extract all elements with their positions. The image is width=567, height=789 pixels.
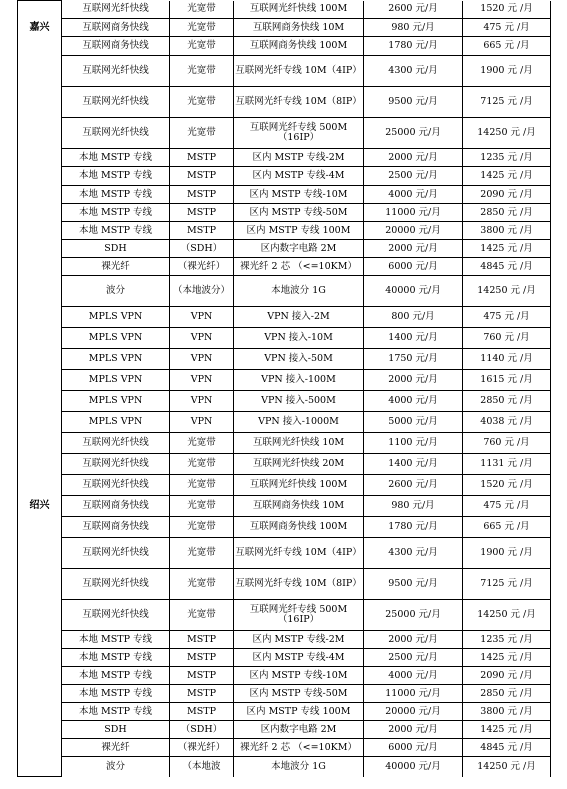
city-cell [18,118,62,149]
list-price-cell: 1780 元/月 [364,517,463,538]
product-type-cell: （SDH） [170,240,234,258]
product-type-cell: 光宽带 [170,56,234,87]
city-cell [18,391,62,412]
city-cell [18,454,62,475]
product-name-cell: 区内 MSTP 专线-10M [234,667,364,685]
list-price-cell: 25000 元/月 [364,600,463,631]
discount-price-cell: 2850 元 /月 [463,204,551,222]
product-name-cell: 互联网商务快线 10M [234,496,364,517]
city-cell [18,37,62,56]
city-cell [18,258,62,276]
product-type-cell: （本地波分） [170,276,234,307]
discount-price-cell: 475 元 /月 [463,19,551,37]
list-price-cell: 9500 元/月 [364,87,463,118]
discount-price-cell: 2850 元 /月 [463,391,551,412]
discount-price-cell: 1900 元 /月 [463,538,551,569]
table-row [18,569,551,600]
city-cell [18,433,62,454]
list-price-cell: 40000 元/月 [364,276,463,307]
service-category-cell: 本地 MSTP 专线 [62,703,170,721]
discount-price-cell: 665 元 /月 [463,517,551,538]
product-name-cell: 裸光纤 2 芯 （<=10KM） [234,258,364,276]
discount-price-cell: 4845 元 /月 [463,258,551,276]
discount-price-cell: 3800 元 /月 [463,703,551,721]
service-category-cell: 互联网光纤快线 [62,600,170,631]
table-row [18,667,551,685]
discount-price-cell: 475 元 /月 [463,496,551,517]
table-row [18,240,551,258]
city-cell [18,721,62,739]
table-row [18,276,551,307]
table-row [18,454,551,475]
service-category-cell: MPLS VPN [62,370,170,391]
city-cell [18,703,62,721]
table-row [18,685,551,703]
table-row [18,721,551,739]
product-name-cell: 互联网光纤专线 10M（8IP） [234,87,364,118]
table-row [18,56,551,87]
discount-price-cell: 1615 元 /月 [463,370,551,391]
product-name-cell: 互联网商务快线 100M [234,517,364,538]
table-row [18,757,551,777]
table-row [18,391,551,412]
product-type-cell: MSTP [170,649,234,667]
discount-price-cell: 7125 元 /月 [463,87,551,118]
product-type-cell: 光宽带 [170,1,234,19]
table-row [18,149,551,167]
discount-price-cell: 14250 元 /月 [463,118,551,149]
product-type-cell: （本地波 [170,757,234,777]
city-cell [18,667,62,685]
table-row [18,1,551,19]
table-row [18,307,551,328]
product-name-cell: 区内 MSTP 专线-50M [234,204,364,222]
city-cell [18,569,62,600]
city-cell [18,631,62,649]
product-type-cell: 光宽带 [170,87,234,118]
table-row [18,186,551,204]
product-type-cell: 光宽带 [170,517,234,538]
service-category-cell: SDH [62,240,170,258]
city-cell [18,370,62,391]
product-type-cell: MSTP [170,685,234,703]
product-name-cell: 互联网光纤专线 10M（4IP） [234,56,364,87]
product-type-cell: VPN [170,349,234,370]
product-type-cell: （裸光纤） [170,258,234,276]
list-price-cell: 40000 元/月 [364,757,463,777]
service-category-cell: SDH [62,721,170,739]
product-name-cell: 互联网光纤专线 10M（8IP） [234,569,364,600]
table-row [18,118,551,149]
discount-price-cell: 1235 元 /月 [463,631,551,649]
list-price-cell: 2600 元/月 [364,1,463,19]
table-row [18,349,551,370]
table-row [18,167,551,186]
city-cell [18,307,62,328]
discount-price-cell: 1900 元 /月 [463,56,551,87]
product-name-cell: VPN 接入-100M [234,370,364,391]
city-cell [18,167,62,186]
discount-price-cell: 665 元 /月 [463,37,551,56]
product-type-cell: （SDH） [170,721,234,739]
product-name-cell: 区内 MSTP 专线 100M [234,703,364,721]
discount-price-cell: 2850 元 /月 [463,685,551,703]
discount-price-cell: 4038 元 /月 [463,412,551,433]
product-type-cell: MSTP [170,149,234,167]
product-type-cell: 光宽带 [170,496,234,517]
list-price-cell: 4300 元/月 [364,56,463,87]
product-type-cell: （裸光纤） [170,739,234,757]
discount-price-cell: 14250 元 /月 [463,600,551,631]
list-price-cell: 2000 元/月 [364,721,463,739]
city-cell [18,757,62,777]
product-type-cell: VPN [170,412,234,433]
city-cell: 嘉兴 [18,19,62,37]
list-price-cell: 11000 元/月 [364,204,463,222]
discount-price-cell: 1520 元 /月 [463,475,551,496]
city-cell [18,204,62,222]
city-cell [18,87,62,118]
product-name-cell: 本地波分 1G [234,757,364,777]
pricing-table-sheet [17,0,551,777]
table-row [18,631,551,649]
service-category-cell: MPLS VPN [62,328,170,349]
table-row [18,370,551,391]
list-price-cell: 6000 元/月 [364,739,463,757]
product-type-cell: MSTP [170,204,234,222]
discount-price-cell: 760 元 /月 [463,433,551,454]
product-type-cell: VPN [170,307,234,328]
city-cell [18,56,62,87]
product-name-cell: 互联网光纤快线 100M [234,475,364,496]
product-name-cell: 互联网商务快线 100M [234,37,364,56]
service-category-cell: 互联网光纤快线 [62,87,170,118]
table-row [18,475,551,496]
city-cell [18,349,62,370]
product-name-cell: VPN 接入-500M [234,391,364,412]
discount-price-cell: 14250 元 /月 [463,276,551,307]
city-cell [18,517,62,538]
pricing-table [17,0,551,777]
product-type-cell: MSTP [170,667,234,685]
service-category-cell: 裸光纤 [62,258,170,276]
city-cell [18,649,62,667]
discount-price-cell: 1425 元 /月 [463,240,551,258]
product-name-cell: VPN 接入-10M [234,328,364,349]
product-type-cell: VPN [170,370,234,391]
service-category-cell: 本地 MSTP 专线 [62,649,170,667]
service-category-cell: 本地 MSTP 专线 [62,204,170,222]
product-name-cell: 区内 MSTP 专线-50M [234,685,364,703]
list-price-cell: 11000 元/月 [364,685,463,703]
table-row [18,433,551,454]
table-row [18,37,551,56]
service-category-cell: 本地 MSTP 专线 [62,222,170,240]
list-price-cell: 2500 元/月 [364,649,463,667]
city-cell: 绍兴 [18,496,62,517]
product-name-cell: VPN 接入-50M [234,349,364,370]
product-name-cell: 区内 MSTP 专线 100M [234,222,364,240]
product-type-cell: 光宽带 [170,569,234,600]
product-name-cell: 区内 MSTP 专线-10M [234,186,364,204]
service-category-cell: 本地 MSTP 专线 [62,685,170,703]
product-name-cell: 互联网光纤专线 10M（4IP） [234,538,364,569]
list-price-cell: 25000 元/月 [364,118,463,149]
list-price-cell: 2500 元/月 [364,167,463,186]
product-name-cell: 区内 MSTP 专线-2M [234,149,364,167]
table-row [18,412,551,433]
service-category-cell: MPLS VPN [62,349,170,370]
service-category-cell: MPLS VPN [62,307,170,328]
list-price-cell: 9500 元/月 [364,569,463,600]
product-name-cell: 互联网光纤专线 500M（16IP） [234,118,364,149]
service-category-cell: 互联网光纤快线 [62,118,170,149]
city-cell [18,222,62,240]
product-name-cell: 互联网光纤专线 500M（16IP） [234,600,364,631]
product-type-cell: MSTP [170,167,234,186]
product-type-cell: 光宽带 [170,475,234,496]
discount-price-cell: 3800 元 /月 [463,222,551,240]
list-price-cell: 20000 元/月 [364,222,463,240]
service-category-cell: 本地 MSTP 专线 [62,186,170,204]
product-name-cell: 裸光纤 2 芯 （<=10KM） [234,739,364,757]
service-category-cell: 互联网商务快线 [62,19,170,37]
list-price-cell: 800 元/月 [364,307,463,328]
city-cell [18,538,62,569]
product-name-cell: 互联网光纤快线 100M [234,1,364,19]
product-name-cell: VPN 接入-2M [234,307,364,328]
discount-price-cell: 1140 元 /月 [463,349,551,370]
product-type-cell: 光宽带 [170,433,234,454]
service-category-cell: 互联网光纤快线 [62,569,170,600]
product-name-cell: 区内数字电路 2M [234,721,364,739]
list-price-cell: 1750 元/月 [364,349,463,370]
list-price-cell: 980 元/月 [364,19,463,37]
city-cell [18,276,62,307]
service-category-cell: 互联网光纤快线 [62,56,170,87]
list-price-cell: 2000 元/月 [364,631,463,649]
product-name-cell: 互联网光纤快线 20M [234,454,364,475]
pricing-table-body [18,1,551,777]
discount-price-cell: 1425 元 /月 [463,721,551,739]
product-type-cell: MSTP [170,703,234,721]
discount-price-cell: 4845 元 /月 [463,739,551,757]
list-price-cell: 4000 元/月 [364,667,463,685]
table-row [18,328,551,349]
service-category-cell: 波分 [62,757,170,777]
product-name-cell: 区内 MSTP 专线-4M [234,649,364,667]
table-row [18,222,551,240]
service-category-cell: 本地 MSTP 专线 [62,149,170,167]
list-price-cell: 2000 元/月 [364,370,463,391]
city-cell [18,600,62,631]
table-row [18,517,551,538]
discount-price-cell: 2090 元 /月 [463,667,551,685]
list-price-cell: 1780 元/月 [364,37,463,56]
list-price-cell: 2000 元/月 [364,149,463,167]
list-price-cell: 6000 元/月 [364,258,463,276]
list-price-cell: 4300 元/月 [364,538,463,569]
product-name-cell: 区内数字电路 2M [234,240,364,258]
service-category-cell: 互联网商务快线 [62,496,170,517]
product-type-cell: 光宽带 [170,19,234,37]
discount-price-cell: 7125 元 /月 [463,569,551,600]
service-category-cell: 本地 MSTP 专线 [62,167,170,186]
service-category-cell: 互联网光纤快线 [62,538,170,569]
service-category-cell: 互联网光纤快线 [62,454,170,475]
discount-price-cell: 1425 元 /月 [463,167,551,186]
list-price-cell: 4000 元/月 [364,186,463,204]
product-type-cell: 光宽带 [170,118,234,149]
service-category-cell: 互联网商务快线 [62,37,170,56]
discount-price-cell: 1520 元 /月 [463,1,551,19]
list-price-cell: 1400 元/月 [364,328,463,349]
list-price-cell: 1100 元/月 [364,433,463,454]
service-category-cell: 互联网光纤快线 [62,433,170,454]
product-name-cell: 区内 MSTP 专线-2M [234,631,364,649]
list-price-cell: 20000 元/月 [364,703,463,721]
service-category-cell: MPLS VPN [62,412,170,433]
city-cell [18,739,62,757]
city-cell [18,685,62,703]
table-row [18,496,551,517]
table-row [18,649,551,667]
table-row [18,538,551,569]
service-category-cell: 互联网光纤快线 [62,475,170,496]
discount-price-cell: 1131 元 /月 [463,454,551,475]
service-category-cell: MPLS VPN [62,391,170,412]
discount-price-cell: 2090 元 /月 [463,186,551,204]
service-category-cell: 本地 MSTP 专线 [62,667,170,685]
product-name-cell: 区内 MSTP 专线-4M [234,167,364,186]
product-type-cell: VPN [170,328,234,349]
service-category-cell: 裸光纤 [62,739,170,757]
table-row [18,703,551,721]
product-type-cell: VPN [170,391,234,412]
service-category-cell: 波分 [62,276,170,307]
city-cell [18,475,62,496]
service-category-cell: 互联网商务快线 [62,517,170,538]
product-type-cell: MSTP [170,631,234,649]
product-type-cell: MSTP [170,186,234,204]
city-cell [18,412,62,433]
product-type-cell: 光宽带 [170,538,234,569]
product-name-cell: 互联网光纤快线 10M [234,433,364,454]
discount-price-cell: 1425 元 /月 [463,649,551,667]
product-type-cell: 光宽带 [170,37,234,56]
product-name-cell: VPN 接入-1000M [234,412,364,433]
discount-price-cell: 1235 元 /月 [463,149,551,167]
table-row [18,739,551,757]
service-category-cell: 本地 MSTP 专线 [62,631,170,649]
product-type-cell: MSTP [170,222,234,240]
discount-price-cell: 14250 元 /月 [463,757,551,777]
list-price-cell: 5000 元/月 [364,412,463,433]
city-cell [18,149,62,167]
discount-price-cell: 475 元 /月 [463,307,551,328]
table-row [18,87,551,118]
product-name-cell: 本地波分 1G [234,276,364,307]
city-cell [18,240,62,258]
list-price-cell: 2600 元/月 [364,475,463,496]
table-row [18,258,551,276]
list-price-cell: 2000 元/月 [364,240,463,258]
list-price-cell: 4000 元/月 [364,391,463,412]
table-row [18,600,551,631]
list-price-cell: 1400 元/月 [364,454,463,475]
city-cell [18,328,62,349]
list-price-cell: 980 元/月 [364,496,463,517]
table-row [18,204,551,222]
discount-price-cell: 760 元 /月 [463,328,551,349]
city-cell [18,186,62,204]
product-name-cell: 互联网商务快线 10M [234,19,364,37]
product-type-cell: 光宽带 [170,454,234,475]
city-cell [18,1,62,19]
table-row [18,19,551,37]
service-category-cell: 互联网光纤快线 [62,1,170,19]
product-type-cell: 光宽带 [170,600,234,631]
